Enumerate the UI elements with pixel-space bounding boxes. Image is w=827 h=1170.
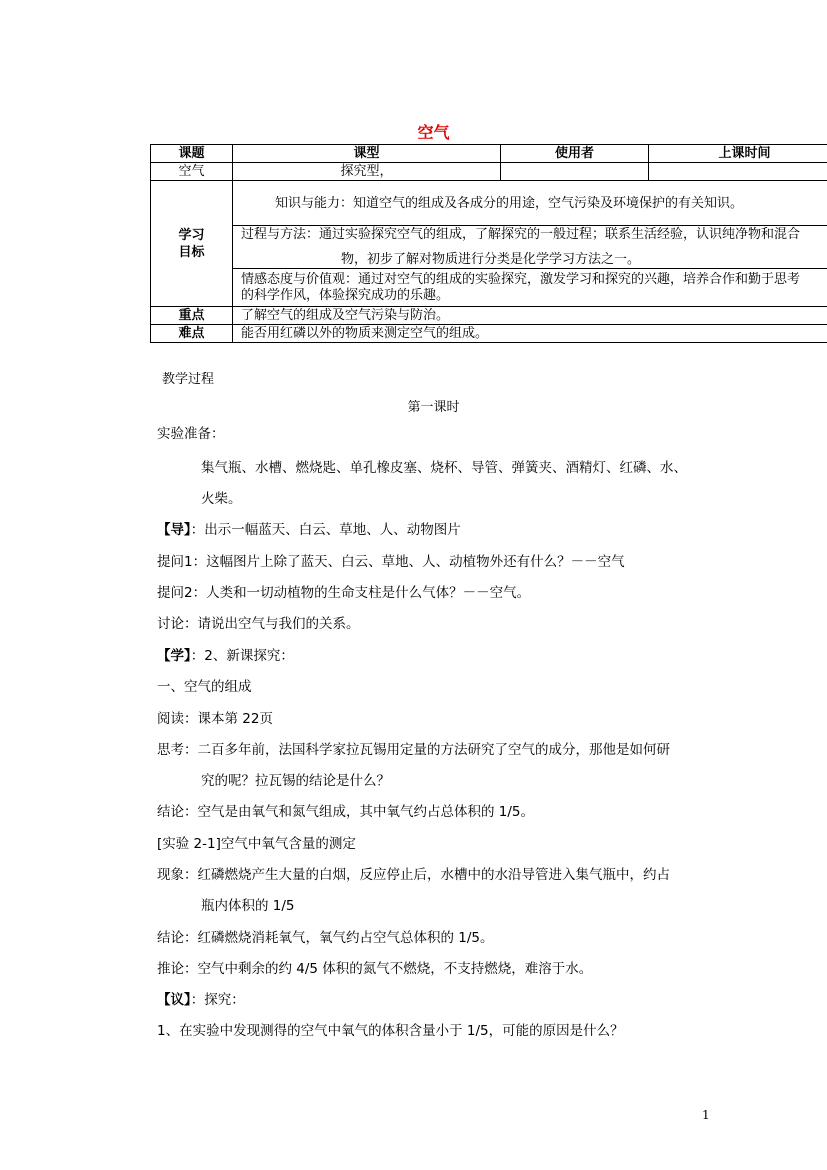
header-topic: 课题 (151, 145, 233, 163)
objective-attitude (233, 269, 827, 307)
section-tag: 【议】 (157, 992, 191, 1008)
header-type: 课型 (233, 145, 501, 163)
objective-process (233, 226, 827, 269)
body-line: 提问1：这幅图片上除了蓝天、白云、草地、人、动植物外还有什么？－－空气 (157, 554, 625, 570)
objective-knowledge: 知识与能力：知道空气的组成及各成分的用途，空气污染及环境保护的有关知识。 (233, 181, 827, 226)
body-line: 一、空气的组成 (157, 679, 252, 695)
section-tag: 【学】 (157, 648, 191, 664)
teaching-process-label: 教学过程 (162, 372, 215, 387)
body-line: 实验准备： (157, 426, 225, 442)
objective-attitude-line1: 情感态度与价值观：通过对空气的组成的实验探究，激发学习和探究的兴趣，培养合作和勤于思考 (241, 271, 801, 287)
body-line: 阅读：课本第 22页 (157, 711, 273, 727)
body-line: [实验 2-1]空气中氧气含量的测定 (157, 836, 356, 852)
body-line: 【学】：2、新课探究： (157, 648, 294, 664)
objectives-label: 学习 目标 (151, 181, 233, 307)
section-title: 第一课时 (407, 400, 460, 415)
body-line: 【议】：探究： (157, 992, 245, 1008)
difficult-point-label: 难点 (151, 325, 233, 343)
body-line: 思考：二百多年前，法国科学家拉瓦锡用定量的方法研究了空气的成分，那他是如何研 (157, 742, 670, 758)
body-line: 现象：红磷燃烧产生大量的白烟，反应停止后，水槽中的水沿导管进入集气瓶中，约占 (157, 867, 670, 883)
body-line: 究的呢？拉瓦锡的结论是什么？ (201, 773, 390, 789)
body-line: 【导】：出示一幅蓝天、白云、草地、人、动物图片 (157, 522, 461, 538)
value-topic: 空气 (151, 163, 233, 181)
objective-process-line2: 物，初步了解对物质进行分类是化学学习方法之一。 (341, 252, 641, 267)
difficult-point-value: 能否用红磷以外的物质来测定空气的组成。 (233, 325, 827, 343)
page-title: 空气 (417, 123, 450, 142)
objective-attitude-line2: 的科学作风，体验探究成功的乐趣。 (241, 287, 450, 303)
key-point-label: 重点 (151, 307, 233, 325)
value-time (649, 163, 827, 181)
body-line: 结论：红磷燃烧消耗氧气，氧气约占空气总体积的 1/5。 (157, 930, 494, 946)
body-line: 火柴。 (201, 491, 242, 507)
key-point-value: 了解空气的组成及空气污染与防治。 (233, 307, 827, 325)
body-line: 集气瓶、水槽、燃烧匙、单孔橡皮塞、烧杯、导管、弹簧夹、酒精灯、红磷、水、 (201, 460, 687, 476)
objective-process-line1: 过程与方法：通过实验探究空气的组成，了解探究的一般过程；联系生活经验，认识纯净物和混合 (241, 227, 801, 242)
body-line: 讨论：请说出空气与我们的关系。 (157, 616, 360, 632)
body-line: 提问2：人类和一切动植物的生命支柱是什么气体？－－空气。 (157, 585, 531, 601)
section-tag: 【导】 (157, 522, 191, 538)
header-time: 上课时间 (649, 145, 827, 163)
body-line: 推论：空气中剩余的约 4/5 体积的氮气不燃烧，不支持燃烧，难溶于水。 (157, 961, 593, 977)
body-line: 瓶内体积的 1/5 (201, 898, 295, 914)
body-line: 结论：空气是由氧气和氮气组成，其中氧气约占总体积的 1/5。 (157, 804, 535, 820)
page-number: 1 (702, 1108, 710, 1122)
lesson-info-table (150, 144, 827, 343)
value-type: 探究型， (233, 163, 501, 181)
body-line: 1、在实验中发现测得的空气中氧气的体积含量小于 1/5，可能的原因是什么？ (157, 1023, 624, 1039)
header-user: 使用者 (501, 145, 649, 163)
value-user (501, 163, 649, 181)
